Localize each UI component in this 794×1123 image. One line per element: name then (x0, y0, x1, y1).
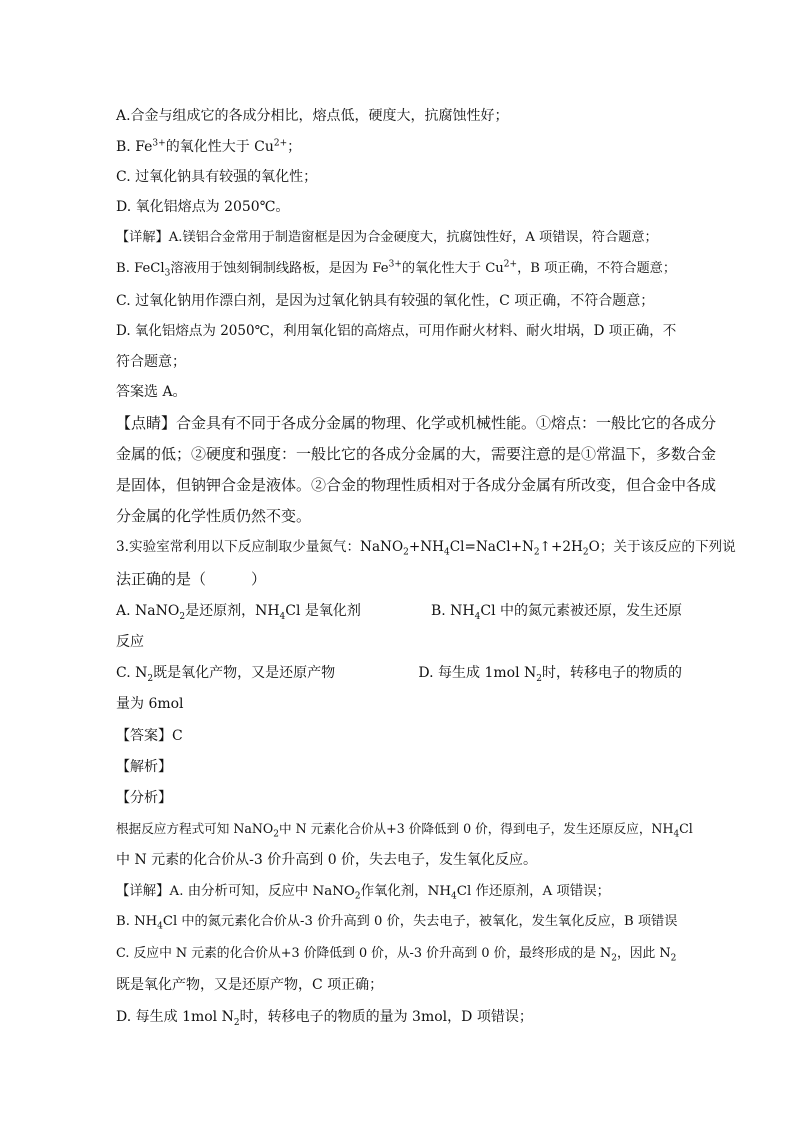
tip-paragraph-line-3: 是固体，但钠钾合金是液体。②合金的物理性质相对于各成分金属有所改变，但合金中各成 (116, 476, 717, 494)
detail-3-line-4: 既是氧化产物，又是还原产物，C 项正确； (116, 977, 384, 993)
question-3-stem-line-2: 法正确的是（ ） (116, 570, 267, 588)
option-c: C. $N_2$既是氧化产物，又是还原产物 (116, 665, 336, 684)
tip-paragraph-line-4: 分金属的化学性质仍然不变。 (116, 507, 312, 525)
detail-3-line-5: D. 每生成 1mol $N_2$时，转移电子的物质的量为 3mol，D 项错误； (116, 1009, 533, 1028)
detail-paragraph-line-4: D. 氧化铝熔点为 2050℃，利用氧化铝的高熔点，可用作耐火材料、耐火坩埚，D 项正确，不 (116, 323, 677, 339)
option-b: B. $NH_4Cl$ 中的氮元素被还原，发生还原 (430, 603, 682, 622)
analysis-heading: 【解析】 (116, 759, 172, 775)
detail-3-line-2: B. $NH_4Cl$ 中的氮元素化合价从-3 价升高到 0 价，失去电子，被氧化，发生氧化反应，B 项错误 (116, 914, 678, 932)
question-3-stem-line-1: 3.实验室常利用以下反应制取少量氮气：$NaNO_2+NH_4Cl=NaCl+N_2↑+2H_2O$；关于该反应的下列说 (116, 539, 736, 558)
option-a: A. NaNO$_2$是还原剂，$NH_4Cl$ 是氧化剂 (116, 603, 361, 622)
tip-paragraph-line-1: 【点睛】合金具有不同于各成分金属的物理、化学或机械性能。①熔点：一般比它的各成分 (116, 414, 717, 432)
detail-paragraph-line-3: C. 过氧化钠用作漂白剂，是因为过氧化钠具有较强的氧化性，C 项正确，不符合题意； (116, 293, 655, 309)
detail-3-line-1: 【详解】A. 由分析可知，反应中 NaNO$_2$作氧化剂，$NH_4Cl$ 作还原剂，A 项错误； (116, 884, 610, 902)
answer-heading: 【答案】C (116, 728, 183, 744)
option-d: D. 每生成 1mol $N_2$时，转移电子的物质的 (418, 665, 682, 684)
options-row-ab (116, 601, 682, 621)
text-line-1: A.合金与组成它的各成分相比，熔点低，硬度大，抗腐蚀性好； (116, 108, 509, 124)
text-line-2: B. $Fe^{3+}$的氧化性大于 $Cu^{2+}$； (116, 138, 302, 155)
analysis-subheading: 【分析】 (116, 790, 172, 806)
option-d-continuation: 量为 6mol (116, 696, 184, 712)
text-line-3: C. 过氧化钠具有较强的氧化性； (116, 169, 318, 185)
option-b-continuation: 反应 (116, 634, 144, 650)
tip-paragraph-line-2: 金属的低；②硬度和强度：一般比它的各成分金属的大，需要注意的是①常温下，多数合金 (116, 445, 717, 463)
detail-paragraph-line-1: 【详解】A.镁铝合金常用于制造窗框是因为合金硬度大，抗腐蚀性好，A 项错误，符合题意； (116, 230, 658, 245)
detail-3-line-3: C. 反应中 N 元素的化合价从+3 价降低到 0 价，从-3 价升高到 0 价，最终形成的是 $N_2$，因此 $N_2$ (116, 946, 677, 964)
text-line-4: D. 氧化铝熔点为 2050℃。 (116, 199, 290, 215)
detail-paragraph-line-2: B. FeCl$_3$溶液用于蚀刻铜制线路板，是因为 $Fe^{3+}$的氧化性大于 $Cu^{2+}$，B 项正确，不符合题意； (116, 259, 677, 279)
options-row-cd (116, 663, 682, 683)
analysis-line-1: 根据反应方程式可知 NaNO$_2$中 N 元素化合价从+3 价降低到 0 价，得到电子，发生还原反应，$NH_4Cl$ (116, 821, 693, 840)
detail-paragraph-line-5: 符合题意； (116, 354, 186, 370)
analysis-line-2: 中 N 元素的化合价从-3 价升高到 0 价，失去电子，发生氧化反应。 (116, 852, 538, 868)
answer-line: 答案选 A。 (116, 384, 187, 400)
